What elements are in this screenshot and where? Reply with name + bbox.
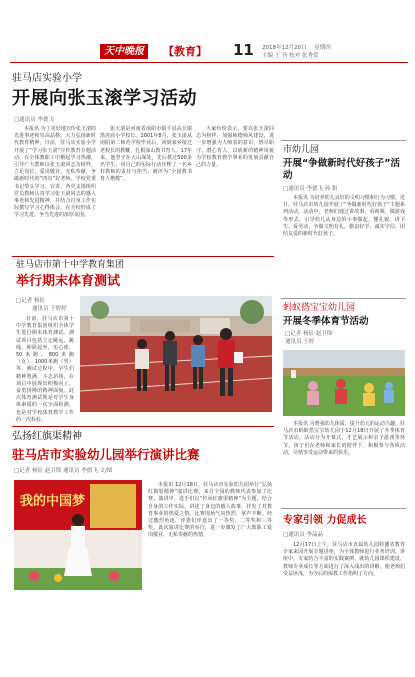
art5-body: 本报讯 为增强幼儿体质，提升幼儿的运动兴趣，驻马店市蚂蚁搭宝宝幼儿园于12月18日开展了冬季体育节活动。活动分为开幕式、才艺展示和亲子游戏等环节。孩子们在老师和家长的陪伴下，积极参与各项活动，尽情享受运动带来的快乐。 — [283, 421, 405, 456]
art2-body: 日前，驻马店市第十中学教育集团组织全体学生进行期末体育测试。测试项目包括立定跳远、跳绳、仰卧起坐、实心球、50米跑、800米跑（女）、1000米跑（男）等。测试过程中，学生们精神饱满、斗志昂扬，在项目中展现出积极向上、奋勇拼搏的精神面貌。此次体育测试既是对学生身体素质的一次全面检测，也是对学校体育教学工作的一次检验。 — [16, 316, 74, 423]
art5-kicker: 蚂蚁搭宝宝幼儿园 — [283, 303, 356, 313]
masthead-logo — [100, 44, 148, 59]
art3-top-rule — [12, 426, 274, 427]
stage-banner-text: 我的中国梦 — [20, 494, 86, 509]
art1-kicker: 驻马店实验小学 — [12, 73, 82, 84]
art6-headline: 专家引领 力促成长 — [283, 515, 367, 526]
masthead-rule — [10, 62, 408, 63]
art4-body: 本报讯 为培养幼儿良好的文明习惯和行为习惯，近日，驻马店市幼儿园开展了“争做新时代好孩子”主题系列活动。活动中，老师们通过讲故事、看视频、做游戏等形式，引导幼儿从身边的小事做起，懂礼貌、讲卫生、爱劳动，争做文明有礼、勤奋好学、诚实守信、团结友爱的新时代好孩子。 — [283, 195, 405, 238]
art4-byline: □通讯员 李德飞 孙 娟 — [283, 186, 338, 192]
art3-kicker: 弘扬红旗渠精神 — [12, 431, 82, 442]
art2-headline: 举行期末体育测试 — [16, 274, 121, 289]
page-number: 11 — [233, 41, 254, 59]
date-line: 2018年12月20日 星期四 — [262, 45, 331, 51]
art6-byline: □通讯员 李晶晶 — [283, 532, 323, 538]
art3-headline: 驻马店市实验幼儿园举行演讲比赛 — [12, 447, 200, 462]
speech-contest-photo — [14, 480, 142, 590]
art1-col2: 张玉滚是河南省南阳市镇平县高丘镇黑虎庙小学校长。2001年8月，张玉滚从南阳第二师范学校毕业后，回到家乡接过老校长的教鞭，扎根深山教书育人。17年来，他坚守在大山深处，先后教过500多名学生，用自己的实际行动诠释了一名乡村教师的责任与担当，被评为“全国教书育人楷模”。 — [100, 126, 192, 183]
art4-top-rule — [281, 140, 406, 141]
art2-byline2: 通讯员 于婷婷 — [32, 306, 67, 312]
winter-sports-photo — [283, 350, 405, 416]
art1-col1: 本报讯 为了更好地宣传张玉滚的先进事迹和崇高品格，大力弘扬新时代教育精神，日前，驻马店实验小学开展了“学习张玉滚”宣传教育专题活动，在全体教职工中掀起学习热潮，引导广大教师以张玉滚同志为榜样，立足岗位、爱岗敬业、无私奉献，争做新时代的“四有”好老师。学校党委书记带头学习、宣讲，各党支部组织党员教师认真学习张玉滚同志的感人事迹和先进精神，并结合自身工作实际撰写学习心得体会，在全校形成了学习先进、争当先进的浓厚氛围。 — [14, 126, 96, 219]
art3-byline: □记者 杨征 赵卫锋 通讯员 李德飞 文/图 — [14, 468, 113, 474]
art3-body: 本报讯 12月18日，驻马店市实验幼儿园举行“弘扬红旗渠精神”演讲比赛。来自全园的教师代表参加了比赛。演讲中，选手们以“传承红旗渠精神”为主题，结合自身的工作实际，讲述了身边的感人故事，抒发了对教育事业的热爱之情。比赛现场气氛热烈，掌声不断。经过激烈角逐，评委们评选出了一等奖、二等奖和三等奖。此次演讲比赛的举行，进一步激发了广大教职工爱岗敬业、无私奉献的热情。 — [148, 482, 272, 539]
art2-byline1: □记者 杨征 — [16, 298, 45, 304]
paper-name: 天中晚报 — [104, 46, 144, 57]
art4-headline: 开展“争做新时代好孩子”活动 — [283, 158, 400, 181]
art5-byline1: □记者 杨征 赵卫锋 — [285, 331, 333, 337]
art2-box — [12, 256, 274, 423]
masthead — [0, 0, 415, 62]
art2-top-rule — [12, 256, 274, 257]
sports-test-photo — [80, 296, 272, 412]
art1-headline: 开展向张玉滚学习活动 — [12, 88, 197, 109]
editors-line: 主编 王 刊 校对 张秀爱 — [262, 53, 319, 59]
art1-byline: □通讯员 李德飞 — [14, 117, 54, 123]
art5-top-rule — [281, 298, 406, 299]
art6-body: 12月17日上午，驻马店市直属幼儿园特邀省教育专家来园开展专题讲座，为全体教师进行业务培训。讲座中，专家结合丰富的实践案例，就幼儿园课程建设、教师专业成长等方面进行了深入浅出的讲解，使老师们受益匪浅，为今后的保教工作指明了方向。 — [283, 542, 405, 577]
section-tag: 【教育】 — [163, 45, 207, 58]
art4-kicker: 市幼儿园 — [283, 145, 320, 155]
art5-headline: 开展冬季体育节活动 — [283, 316, 369, 327]
art2-kicker: 驻马店市第十中学教育集团 — [16, 260, 125, 270]
art6-top-rule — [281, 508, 406, 509]
art1-col3: 大家纷纷表示，要以张玉滚同志为榜样，加强师德师风建设，进一步增强为人师表的意识，恪尽职守、潜心育人，以崭新的精神风貌为学校教育教学事业的发展贡献自己的力量。 — [196, 126, 274, 169]
art5-byline2: 通讯员 王婷 — [285, 339, 315, 345]
